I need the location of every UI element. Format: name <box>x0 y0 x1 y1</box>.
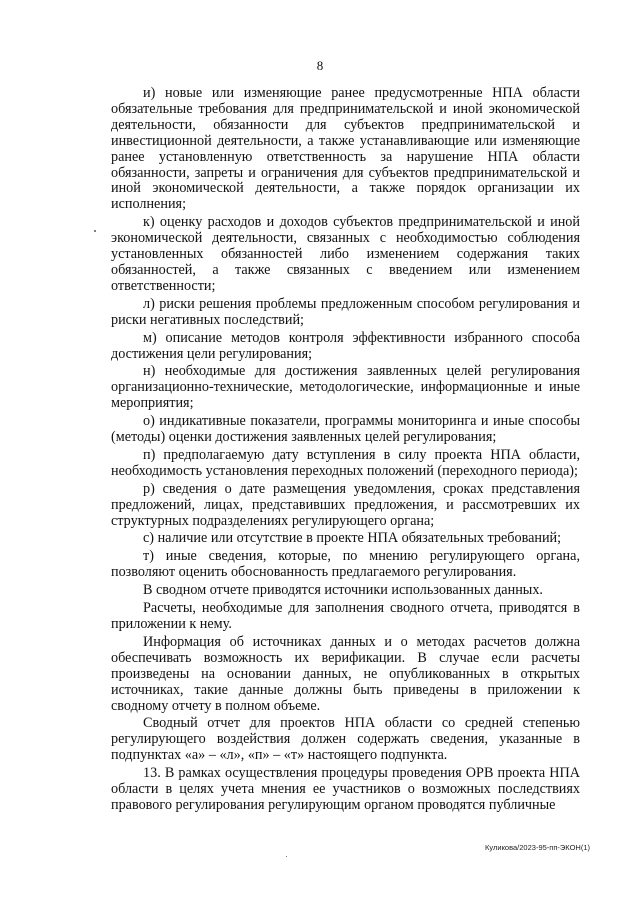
paragraph-13: 13. В рамках осуществления процедуры проведения ОРВ проекта НПА области в целях учета мнения ее участников о возможных последствиях правового регулирования регулирующим органом проводятся публичные <box>111 765 580 813</box>
document-reference: Куликова/2023-95-пп-ЭКОН(1) <box>485 843 590 852</box>
paragraph-i: и) новые или изменяющие ранее предусмотренные НПА области обязательные требования для предпринимательской и иной экономической деятельности, обязанности для субъектов предпринимательской и инвестиционной деятельности, а также устанавливающие или изменяющие ранее установленную ответственность за нарушение НПА области обязанности, запреты и ограничения для субъектов предпринимательской и иной экономической деятельности, а также порядок организации их исполнения; <box>111 85 580 213</box>
paragraph-s: с) наличие или отсутствие в проекте НПА обязательных требований; <box>143 530 562 547</box>
paragraph-o: о) индикативные показатели, программы мониторинга и иные способы (методы) оценки достижения заявленных целей регулирования; <box>111 413 580 446</box>
document-body <box>111 86 580 814</box>
paragraph-r: р) сведения о дате размещения уведомления, сроках представления предложений, лицах, представивших предложения, и рассмотревших их структурных подразделениях регулирующего органа; <box>111 480 580 529</box>
scan-speck <box>94 230 96 232</box>
paragraph-sources: В сводном отчете приводятся источники использованных данных. <box>143 582 543 599</box>
paragraph-l: л) риски решения проблемы предложенным способом регулирования и риски негативных последствий; <box>111 295 580 328</box>
paragraph-p: п) предполагаемую дату вступления в силу проекта НПА области, необходимость установления переходных положений (переходного периода); <box>111 446 580 479</box>
paragraph-t: т) иные сведения, которые, по мнению регулирующего органа, позволяют оценить обоснованность предлагаемого регулирования. <box>111 548 580 581</box>
paragraph-medium-impact: Сводный отчет для проектов НПА области со средней степенью регулирующего воздействия должен содержать сведения, указанные в подпунктах «а» – «л», «п» – «т» настоящего подпункта. <box>111 715 580 764</box>
paragraph-n: н) необходимые для достижения заявленных целей регулирования организационно-технические, методологические, информационные и иные мероприятия; <box>111 363 580 412</box>
page-number: 8 <box>316 58 324 73</box>
paragraph-m: м) описание методов контроля эффективности избранного способа достижения цели регулирования; <box>111 329 580 362</box>
paragraph-verification: Информация об источниках данных и о методах расчетов должна обеспечивать возможность их верификации. В случае если расчеты произведены на основании данных, не опубликованных в открытых источниках, такие данные должны быть приведены в приложении к сводному отчету в полном объеме. <box>111 633 580 714</box>
paragraph-k: к) оценку расходов и доходов субъектов предпринимательской и иной экономической деятельности, связанных с необходимостью соблюдения установленных обязанностей либо изменением содержания таких обязанностей, а также связанных с введением или изменением ответственности; <box>111 214 580 294</box>
paragraph-calculations: Расчеты, необходимые для заполнения сводного отчета, приводятся в приложении к нему. <box>111 600 580 632</box>
scan-speck <box>286 856 287 857</box>
